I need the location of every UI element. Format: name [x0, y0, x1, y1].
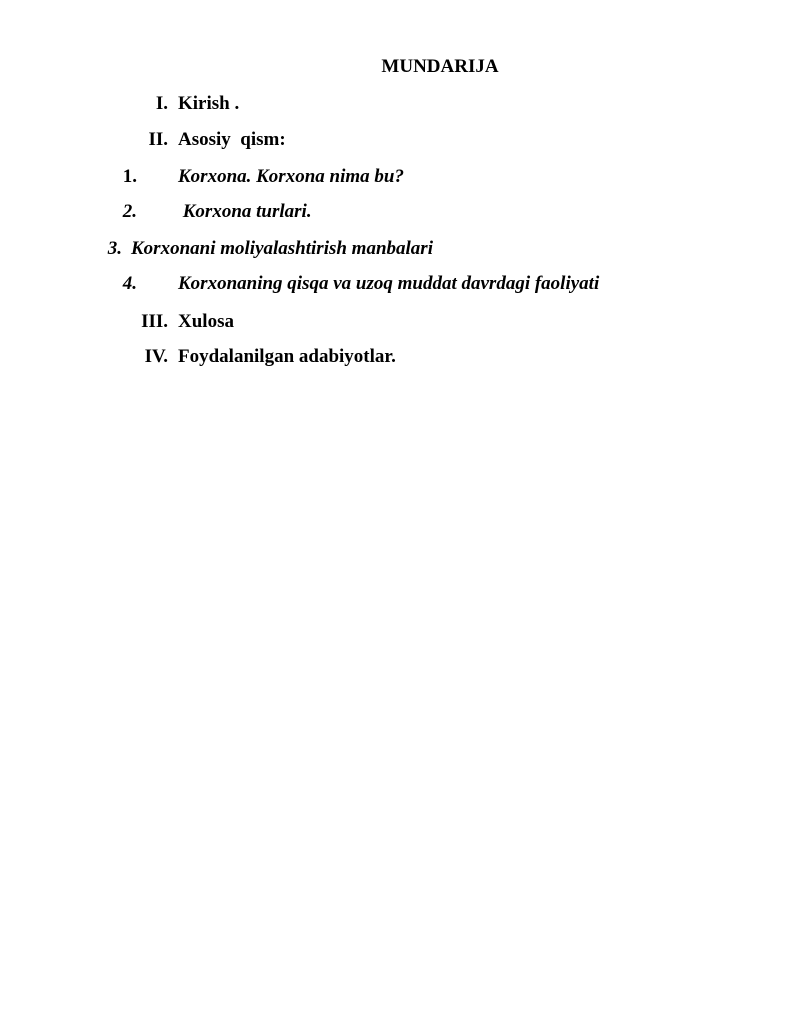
toc-item-number: 4. — [122, 273, 137, 294]
toc-item-number: 3. — [107, 238, 122, 259]
toc-item-label: Korxonaning qisqa va uzoq muddat davrdagi faoliyati — [178, 273, 600, 294]
toc-item-number: I. — [155, 93, 168, 114]
toc-item-label: Asosiy qism: — [178, 129, 286, 150]
toc-item-number: 2. — [122, 201, 137, 222]
toc-item-number: II. — [148, 129, 168, 150]
toc-item-label: Korxonani moliyalashtirish manbalari — [131, 238, 433, 259]
toc-item-label: Korxona. Korxona nima bu? — [178, 166, 404, 187]
page-title: MUNDARIJA — [381, 56, 499, 77]
toc-item-label: Xulosa — [178, 311, 234, 332]
toc-item-number: 1. — [122, 166, 137, 187]
toc-item-label: Foydalanilgan adabiyotlar. — [178, 346, 396, 367]
toc-item-number: IV. — [144, 346, 168, 367]
toc-item-label: Kirish . — [178, 93, 240, 114]
toc-item-label: Korxona turlari. — [178, 201, 312, 222]
toc-item-number: III. — [141, 311, 168, 332]
